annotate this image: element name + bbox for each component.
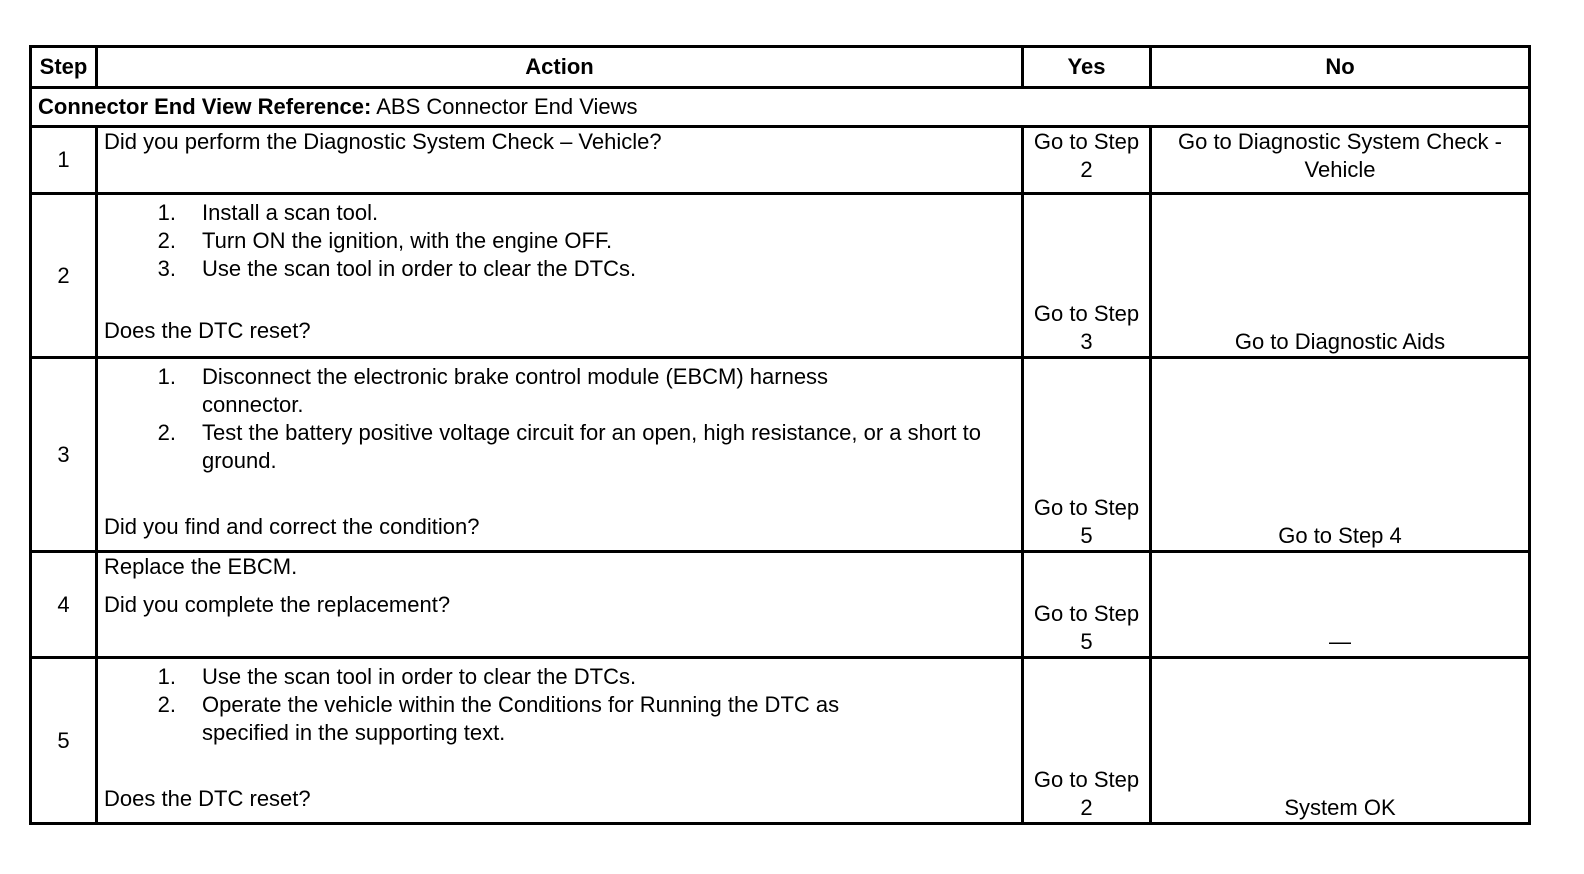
action-question: Does the DTC reset?: [104, 786, 311, 811]
header-action: Action: [97, 47, 1023, 88]
list-item-number: 1.: [157, 664, 176, 689]
procedure-list: [104, 663, 1015, 747]
table-row: [31, 127, 1530, 194]
table-row: [31, 358, 1530, 552]
no-cell: Go to Diagnostic Aids: [1151, 194, 1530, 358]
action-question: Did you complete the replacement?: [104, 592, 451, 617]
action-cell: [97, 658, 1023, 824]
no-cell: Go to Diagnostic System Check - Vehicle: [1151, 127, 1530, 194]
list-item-text: Test the battery positive voltage circuit for an open, high resistance, or a short to ground.: [202, 420, 981, 473]
list-item: [104, 227, 1015, 255]
header-row: [31, 47, 1530, 88]
table-row: [31, 658, 1530, 824]
procedure-list: [104, 363, 1015, 475]
action-intro: Replace the EBCM.: [104, 554, 298, 579]
action-cell: [97, 552, 1023, 658]
action-intro: Did you perform the Diagnostic System Check – Vehicle?: [104, 129, 662, 154]
procedure-list: [104, 199, 1015, 283]
list-item-text: Turn ON the ignition, with the engine OFF.: [202, 228, 613, 253]
no-cell: System OK: [1151, 658, 1530, 824]
yes-cell: Go to Step 2: [1023, 658, 1151, 824]
list-item-number: 2.: [157, 420, 176, 445]
list-item-text: Install a scan tool.: [202, 200, 379, 225]
list-item-text: Use the scan tool in order to clear the DTCs.: [202, 664, 637, 689]
step-number: 2: [31, 194, 97, 358]
list-item-number: 2.: [157, 228, 176, 253]
list-item-number: 1.: [157, 200, 176, 225]
step-number: 1: [31, 127, 97, 194]
list-item-number: 1.: [157, 364, 176, 389]
diagnostic-table: [29, 45, 1531, 825]
yes-cell: Go to Step 2: [1023, 127, 1151, 194]
action-cell: [97, 194, 1023, 358]
step-number: 4: [31, 552, 97, 658]
list-item: [104, 419, 1015, 475]
reference-value: ABS Connector End Views: [371, 94, 638, 119]
reference-label: Connector End View Reference:: [38, 94, 372, 119]
list-item: [104, 663, 1015, 691]
list-item-text: Operate the vehicle within the Conditions for Running the DTC as specified in the supporting text.: [202, 692, 840, 745]
yes-cell: Go to Step 5: [1023, 552, 1151, 658]
list-item-number: 3.: [157, 256, 176, 281]
header-step: Step: [31, 47, 97, 88]
action-question: Did you find and correct the condition?: [104, 514, 480, 539]
yes-cell: Go to Step 5: [1023, 358, 1151, 552]
yes-cell: Go to Step 3: [1023, 194, 1151, 358]
list-item: [104, 199, 1015, 227]
header-yes: Yes: [1023, 47, 1151, 88]
no-cell: Go to Step 4: [1151, 358, 1530, 552]
action-question: Does the DTC reset?: [104, 318, 311, 343]
list-item: [104, 363, 1015, 419]
table-row: [31, 194, 1530, 358]
action-cell: [97, 127, 1023, 194]
list-item-text: Disconnect the electronic brake control module (EBCM) harness connector.: [202, 364, 829, 417]
list-item-number: 2.: [157, 692, 176, 717]
list-item: [104, 691, 1015, 747]
connector-reference: [31, 88, 1530, 127]
list-item-text: Use the scan tool in order to clear the DTCs.: [202, 256, 637, 281]
reference-row: [31, 88, 1530, 127]
step-number: 3: [31, 358, 97, 552]
step-number: 5: [31, 658, 97, 824]
action-cell: [97, 358, 1023, 552]
no-cell: —: [1151, 552, 1530, 658]
list-item: [104, 255, 1015, 283]
table-row: [31, 552, 1530, 658]
header-no: No: [1151, 47, 1530, 88]
